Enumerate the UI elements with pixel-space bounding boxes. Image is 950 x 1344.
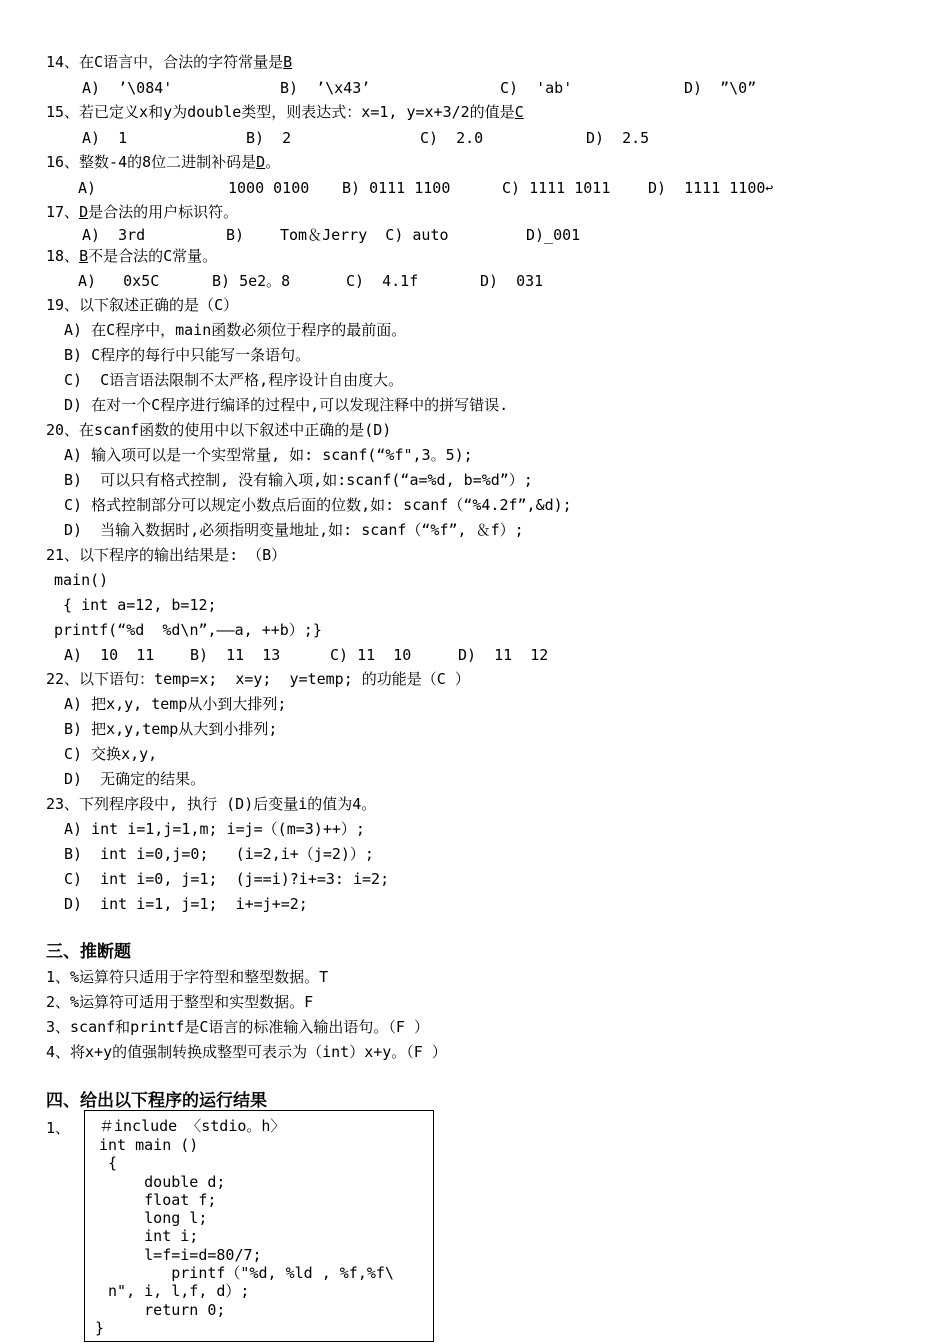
question-16-stem-end: 。 [265,153,281,171]
code-box [84,1110,434,1342]
question-15-stem: 15、若已定义x和y为double类型，则表达式：x=1, y=x+3/2的值是 [46,103,515,121]
q16-option-a: A) [78,179,97,197]
q16-option-a-value: 1000 0100 [228,179,310,197]
code-line-11: return 0; [99,1301,226,1319]
q20-option-c: C) 格式控制部分可以规定小数点后面的位数,如: scanf（“%4.2f”,&d); [64,496,572,514]
question-14-answer: B [283,53,293,71]
q14-option-a: A) ’\084' [82,79,173,97]
question-14 [46,52,292,72]
question-16-answer: D [256,153,266,171]
question-17: 17、D是合法的用户标识符。 [46,203,239,221]
q22-option-b: B) 把x,y,temp从大到小排列; [64,720,278,738]
question-16 [46,152,280,172]
q23-option-a: A) int i=1,j=1,m; i=j=（(m=3)++）; [64,820,365,838]
question-22-stem: 22、以下语句：temp=x; x=y; y=temp; 的功能是（C ） [46,670,470,688]
code-line-3: { [99,1154,118,1172]
return-icon: ↩ [765,181,774,196]
code-line-10: n", i, l,f, d）; [99,1282,250,1300]
code-line-8: l=f=i=d=80/7; [99,1246,262,1264]
question-20-stem: 20、在scanf函数的使用中以下叙述中正确的是(D) [46,421,392,439]
q19-option-a: A) 在C程序中，main函数必须位于程序的最前面。 [64,321,407,339]
q22-option-a: A) 把x,y, temp从小到大排列; [64,695,287,713]
code-line-7: int i; [99,1227,199,1245]
q21-option-a: A) 10 11 [64,646,155,664]
q19-option-d: D) 在对一个C程序进行编译的过程中,可以发现注释中的拼写错误. [64,396,509,414]
code-line-12: } [95,1319,105,1337]
code-line-9: printf（"%d, %ld , %f,%f\ [99,1264,394,1282]
question-14-stem: 14、在C语言中，合法的字符常量是 [46,53,284,71]
question-18-answer: B [79,247,89,265]
q21-code-line-1: main() [54,571,109,589]
q18-option-c: C) 4.1f [346,272,419,290]
code-line-1: ＃include 〈stdio。h〉 [99,1117,286,1135]
code-line-2: int main () [99,1136,199,1154]
q20-option-a: A) 输入项可以是一个实型常量, 如: scanf(“%f",3。5); [64,446,473,464]
code-line-5: float f; [99,1191,217,1209]
q17-option-b-value: Tom＆Jerry C) auto [280,226,449,244]
q17-option-d: D)_001 [526,226,581,244]
q21-option-b: B) 11 13 [190,646,281,664]
question-19-stem: 19、以下叙述正确的是（C） [46,296,239,314]
q20-option-b: B) 可以只有格式控制, 没有输入项,如:scanf(“a=%d, b=%d”）; [64,471,533,489]
q15-option-a: A) 1 [82,129,128,147]
q17-option-a: A) 3rd [82,226,146,244]
q17-option-b: B) [226,226,245,244]
section-3-item-2: 2、%运算符可适用于整型和实型数据。F [46,993,314,1011]
q21-code-line-3: printf(“%d %d\n”,——a, ++b）;} [54,621,322,639]
q23-option-c: C) int i=0, j=1; (j==i)?i+=3: i=2; [64,870,390,888]
section-3-title: 三、推断题 [46,942,131,962]
section-3-item-3: 3、scanf和printf是C语言的标准输入输出语句。（F ） [46,1018,429,1036]
q23-option-b: B) int i=0,j=0; (i=2,i+（j=2)）; [64,845,374,863]
question-16-stem: 16、整数-4的8位二进制补码是 [46,153,257,171]
question-18: 18、B不是合法的C常量。 [46,247,218,265]
q15-option-d: D) 2.5 [586,129,650,147]
q15-option-b: B) 2 [246,129,292,147]
code-line-4: double d; [99,1173,226,1191]
q22-option-d: D) 无确定的结果。 [64,770,206,788]
q16-option-d: D) 1111 1100↩ [648,179,774,197]
q19-option-b: B) C程序的每行中只能写一条语句。 [64,346,311,364]
q14-option-d: D) ”\0” [684,79,757,97]
q19-option-c: C) C语言语法限制不太严格,程序设计自由度大。 [64,371,404,389]
question-15 [46,102,524,122]
section-3-item-1: 1、%运算符只适用于字符型和整型数据。T [46,968,329,986]
section-3-item-4: 4、将x+y的值强制转换成整型可表示为（int）x+y。（F ） [46,1043,447,1061]
q23-option-d: D) int i=1, j=1; i+=j+=2; [64,895,308,913]
q16-option-c: C) 1111 1011 [502,179,611,197]
question-21-stem: 21、以下程序的输出结果是: （B） [46,546,287,564]
question-15-answer: C [514,103,524,121]
q15-option-c: C) 2.0 [420,129,484,147]
code-line-6: long l; [99,1209,208,1227]
q18-option-a: A) 0x5C [78,272,160,290]
q14-option-b: B) ’\x43’ [280,79,371,97]
section-4-title: 四、给出以下程序的运行结果 [46,1091,267,1111]
q18-option-b: B) 5e2。8 [212,272,291,290]
q21-option-d: D) 11 12 [458,646,549,664]
q20-option-d: D) 当输入数据时,必须指明变量地址,如: scanf（“%f”, ＆f）; [64,521,524,539]
q21-code-line-2: { int a=12, b=12; [54,596,217,614]
q14-option-c: C) 'ab' [500,79,573,97]
q22-option-c: C) 交换x,y, [64,745,158,763]
q18-option-d: D) 031 [480,272,544,290]
q21-option-c: C) 11 10 [330,646,412,664]
question-17-answer: D [79,203,89,221]
q16-option-b: B) 0111 1100 [342,179,451,197]
question-18-stem: 不是合法的C常量。 [88,247,218,265]
question-17-stem: 是合法的用户标识符。 [88,203,239,221]
section-4-item-number: 1、 [46,1119,71,1137]
question-23-stem: 23、下列程序段中, 执行 (D)后变量i的值为4。 [46,795,377,813]
